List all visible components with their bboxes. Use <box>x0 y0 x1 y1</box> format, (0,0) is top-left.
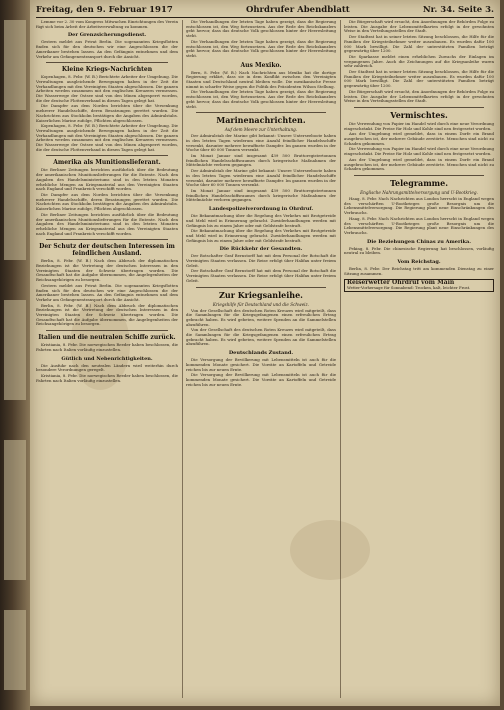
separator <box>46 155 168 156</box>
header-paper-name: Ohrdrufer Abendblatt <box>245 5 350 15</box>
article-text: Die Verhandlungen der letzten Tage haben gezeigt, dass die Regierung entschlossen ist, den Weg fortzusetzen. Aus der Rede des Reichskanzlers geht hervor, dass das deutsche Volk geschlossen hinter der Heeresleitung steht. <box>186 20 336 39</box>
binding-margin-strip <box>4 300 26 400</box>
article-text: Kopenhagen, 8. Febr. (W. B.) Berichtete Arbeiter der Umgebung. Die Verwaltungen ausgleichende Bewegungen haben in der Zeit die Verhandlungen mit den Vereinigten Staaten abgeschlossen. Die ganzen Arbeiten werden zusammen mit den englischen Kreuzern vermessen. Die Wasserwege der Ostsee sind von den Minen abgesperrt worden, die der deutsche Flottenverband in diesen Tagen gelegt hat. <box>36 123 178 152</box>
column-divider <box>340 20 341 698</box>
article-text: Berlin, 8. Febr. Der Reichstag tritt am kommenden Dienstag zu einer Sitzung zusammen. <box>344 266 494 276</box>
page-header <box>36 4 494 16</box>
article-heading: Marinenachrichten. <box>216 115 306 126</box>
article-text: Der Botschafter Graf Bernstorff hat mit dem Personal der Botschaft die Vereinigten Staaten verlassen. Die Reise erfolgt über Halifax unter freiem Geleit. <box>186 268 336 283</box>
article-text: Die Bekanntmachung über die Regelung des Verkehrs mit Brotgetreide und Mehl wird in Erinnerung gebracht. Zuwiderhandlungen werden mit Gefängnis bis zu einem Jahre oder mit Geldstrafe bestraft. <box>186 213 336 228</box>
article-heading: Italien und die neutralen Schiffe zurück. <box>38 334 176 342</box>
binding-margin-strip <box>4 20 26 110</box>
article-text: Die Ausfuhr nach den neutralen Ländern wird weiterhin durch besondere Verordnungen geregelt. <box>36 362 178 373</box>
article-text: Der Admiralstab der Marine gibt bekannt: Unsere Unterseeboote haben in den letzten Tagen wiederum eine Anzahl feindlicher Handelsschiffe versenkt, darunter mehrere bewaffnete Dampfer. Im ganzen wurden in der Woche über 60 000 Tonnen versenkt. <box>186 133 336 153</box>
article-text: Die Berliner Zeitungen berichten ausführlich über die Bedeutung der amerikanischen Munitionslieferungen für die Entente. Nach den Angaben des Handelsministeriums sind in den letzten Monaten erhebliche Mengen an Kriegsmaterial aus den Vereinigten Staaten nach England und Frankreich verschifft worden. <box>36 167 178 192</box>
separator <box>46 330 168 331</box>
article-subheading: Englische Nahrungsmittelversorgung und U-Bootkrieg. <box>360 189 478 195</box>
header-date: Freitag, den 9. Februar 1917 <box>36 5 173 15</box>
article-text: Der Stadtrat hat in seiner letzten Sitzung beschlossen, die Hilfe für die Familien der Kriegsteilnehmer weiter auszubauen. Es wurden dafür 100 000 Mark bewilligt. Die Zahl der unterstützten Familien beträgt gegenwärtig über 1200. <box>344 69 494 89</box>
article-text: Die Verwendung von Papier im Handel wird durch eine neue Verordnung eingeschränkt. Die Preise für Holz und Kohle sind neu festgesetzt worden. <box>344 120 494 131</box>
article-subheading: Kriegshilfe für Deutschland und die Schweiz. <box>212 301 310 307</box>
article-text: Die Versorgung der Bevölkerung mit Lebensmitteln ist auch für die kommenden Monate gesichert. Die Vorräte an Kartoffeln und Getreide reichen bis zur neuen Ernte. <box>186 372 336 387</box>
separator <box>196 112 326 113</box>
article-text: Im Monat Januar sind insgesamt 439 500 Bruttoregistertonnen feindlichen Handelsschiffsraumes durch kriegerische Maßnahmen der Mittelmächte verloren gegangen. <box>186 187 336 203</box>
article-text: Der Botschafter Graf Bernstorff hat mit dem Personal der Botschaft die Vereinigten Staaten verlassen. Die Reise erfolgt über Halifax unter freiem Geleit. <box>186 253 336 268</box>
article-text: Berlin, 8. Febr. (W. B.) Nach dem Abbruch der diplomatischen Beziehungen ist die Vertretung der deutschen Interessen in den Vereinigten Staaten der Schweiz übertragen worden. Die Gesandtschaft hat die Aufgabe übernommen, die Angelegenheiten der Reichsangehörigen zu besorgen. <box>36 302 178 327</box>
article-subheading: Auf dem Meere zur Unterhaltung. <box>224 127 298 133</box>
column-3 <box>344 20 494 698</box>
article-text: Der Admiralstab der Marine gibt bekannt: Unsere Unterseeboote haben in den letzten Tagen wiederum eine Anzahl feindlicher Handelsschiffe versenkt, darunter mehrere bewaffnete Dampfer. Im ganzen wurden in der Woche über 60 000 Tonnen versenkt. <box>186 168 336 188</box>
article-text: Peking, 8. Febr. Die chinesische Regierung hat beschlossen, vorläufig neutral zu bleiben. <box>344 245 494 256</box>
article-text: Haag, 8. Febr. Nach Nachrichten aus London herrscht in England wegen des verschärften U-Bootkrieges große Besorgnis um die Lebensmittelversorgung. Die Regierung plant neue Einschränkungen des Verbrauchs. <box>344 215 494 235</box>
article-heading: Zur Kriegsanleihe. <box>219 289 303 300</box>
separator <box>196 287 326 288</box>
column-divider <box>182 20 183 698</box>
article-text: Die Verwendung von Papier im Handel wird durch eine neue Verordnung eingeschränkt. Die Preise für Holz und Kohle sind neu festgesetzt worden. <box>344 146 494 157</box>
separator <box>354 107 484 108</box>
article-text: Die Bekanntmachung über die Regelung des Verkehrs mit Brotgetreide und Mehl wird in Erinnerung gebracht. Zuwiderhandlungen werden mit Gefängnis bis zu einem Jahre oder mit Geldstrafe bestraft. <box>186 228 336 243</box>
binding-margin-strip <box>4 610 26 690</box>
separator <box>354 175 484 176</box>
advertisement-text: Wetter-Vorhersage für Sonnabend: Trocken, kalt, leichter Frost. <box>347 284 471 290</box>
article-text: Aus der Umgebung wird gemeldet, dass in einem Dorfe ein Brand ausgebrochen ist, der mehrere Gebäude zerstörte. Menschen sind nicht zu Schaden gekommen. <box>344 131 494 146</box>
article-text: Kopenhagen, 8. Febr. (W. B.) Berichtete Arbeiter der Umgebung. Die Verwaltungen ausgleichende Bewegungen haben in der Zeit die Verhandlungen mit den Vereinigten Staaten abgeschlossen. Die ganzen Arbeiten werden zusammen mit den englischen Kreuzern vermessen. Die Wasserwege der Ostsee sind von den Minen abgesperrt worden, die der deutsche Flottenverband in diesen Tagen gelegt hat. <box>36 74 178 103</box>
article-text: Die Bürgerschaft wird ersucht, den Anordnungen der Behörden Folge zu leisten. Die Ausgabe der Lebensmittelkarten erfolgt in der gewohnten Weise in den Verteilungsstellen der Stadt. <box>344 88 494 104</box>
article-heading: Die Rückkehr der Gesandten. <box>219 246 303 253</box>
article-text: Die Verhandlungen der letzten Tage haben gezeigt, dass die Regierung entschlossen ist, den Weg fortzusetzen. Aus der Rede des Reichskanzlers geht hervor, dass das deutsche Volk geschlossen hinter der Heeresleitung steht. <box>186 38 336 58</box>
article-text: Die Bürgerschaft wird ersucht, den Anordnungen der Behörden Folge zu leisten. Die Ausgabe der Lebensmittelkarten erfolgt in der gewohnten Weise in den Verteilungsstellen der Stadt. <box>344 20 494 34</box>
article-heading: Der Grenzsicherungsdienst. <box>67 32 147 39</box>
advertisement-box <box>344 279 494 292</box>
article-heading: Die Beziehungen Chinas zu Amerika. <box>367 238 471 245</box>
article-heading: Vermischtes. <box>390 109 448 120</box>
book-binding <box>0 0 30 710</box>
article-text: Der Stadtrat hat in seiner letzten Sitzung beschlossen, die Hilfe für die Familien der Kriegsteilnehmer weiter auszubauen. Es wurden dafür 100 000 Mark bewilligt. Die Zahl der unterstützten Familien beträgt gegenwärtig über 1200. <box>344 34 494 54</box>
article-heading: Aus Mexiko. <box>240 61 282 69</box>
article-text: Die Verhandlungen der letzten Tage haben gezeigt, dass die Regierung entschlossen ist, den Weg fortzusetzen. Aus der Rede des Reichskanzlers geht hervor, dass das deutsche Volk geschlossen hinter der Heeresleitung steht. <box>186 89 336 109</box>
separator <box>46 239 168 240</box>
article-heading: Telegramme. <box>389 177 449 188</box>
article-text: Von der Gesellschaft des deutschen Roten Kreuzes wird mitgeteilt, dass die Sammlungen für die Kriegsgefangenen einen erfreulichen Ertrag gebracht haben. Es wird gebeten, weitere Spenden an die Sammelstellen abzuführen. <box>186 307 336 327</box>
advertisement-title: Reiserwetter Ohrdruf vom Main <box>347 279 455 287</box>
article-heading: Vom Reichstag. <box>397 259 441 266</box>
article-heading: Landespolizeiverordnung in Ohrdruf. <box>208 206 314 213</box>
binding-margin-strip <box>4 440 26 580</box>
article-text: Die Dampfer aus dem Norden berichten über die Versenkung mehrerer Handelsschiffe, deren Besatzungen gerettet wurden. Die Nachrichten aus Stockholm bestätigen die Angaben des Admiralstabs. Kaiserlichen Marine zufolge, Pflichten abgeschlossen. <box>36 103 178 123</box>
column-2 <box>186 20 336 698</box>
newspaper-page <box>30 0 500 706</box>
article-heading: Amerika als Munitionslieferant. <box>53 159 161 167</box>
article-heading: Kleine Kriegs-Nachrichten <box>61 66 153 74</box>
article-heading: Deutschlands Zustand. <box>228 350 294 357</box>
article-heading: Gütlich und Nebenrichtigkeiten. <box>61 355 153 362</box>
article-text: Gestern meldet aus Privat Berlin. Die sogenannten Kriegsflotten finden sich für den deutschen wir eine Angeschlossen die der Amerikaner bestehen lassen. An den Gefängnis entnehmen und dem Verkehr am Gefangenentransport durch die Ansicht. <box>36 39 178 59</box>
article-text: Die Sparkasse meldet einen erheblichen Zuwachs der Einlagen im vergangenen Jahre. Auch die Zeichnungen auf die Kriegsanleihe waren sehr zahlreich. <box>344 53 494 69</box>
column-1 <box>36 20 178 698</box>
article-text: Haag, 8. Febr. Nach Nachrichten aus London herrscht in England wegen des verschärften U-Bootkrieges große Besorgnis um die Lebensmittelversorgung. Die Regierung plant neue Einschränkungen des Verbrauchs. <box>344 195 494 216</box>
separator <box>46 62 168 63</box>
article-text: Berlin, 8. Febr. (W. B.) Nach dem Abbruch der diplomatischen Beziehungen ist die Vertretung der deutschen Interessen in den Vereinigten Staaten der Schweiz übertragen worden. Die Gesandtschaft hat die Aufgabe übernommen, die Angelegenheiten der Reichsangehörigen zu besorgen. <box>36 258 178 283</box>
article-text: Die Dampfer aus dem Norden berichten über die Versenkung mehrerer Handelsschiffe, deren Besatzungen gerettet wurden. Die Nachrichten aus Stockholm bestätigen die Angaben des Admiralstabs. Kaiserlichen Marine zufolge, Pflichten abgeschlossen. <box>36 191 178 212</box>
article-text: Gestern meldet aus Privat Berlin. Die sogenannten Kriegsflotten finden sich für den deutschen wir eine Angeschlossen die der Amerikaner bestehen lassen. An den Gefängnis entnehmen und dem Verkehr am Gefangenentransport durch die Ansicht. <box>36 282 178 302</box>
header-rule <box>36 17 494 18</box>
article-text: Kristiania, 8. Febr. Die norwegischen Reeder haben beschlossen, die Fahrten nach Italien vorläufig einzustellen. <box>36 372 178 383</box>
article-text: Im Monat Januar sind insgesamt 439 500 Bruttoregistertonnen feindlichen Handelsschiffsraumes durch kriegerische Maßnahmen der Mittelmächte verloren gegangen. <box>186 153 336 168</box>
article-text: Kristiania, 8. Febr. Die norwegischen Reeder haben beschlossen, die Fahrten nach Italien vorläufig einzustellen. <box>36 342 178 352</box>
article-heading: Der Schutz der deutschen Interessen im feindlichen Ausland. <box>39 243 175 258</box>
article-text: Von der Gesellschaft des deutschen Roten Kreuzes wird mitgeteilt, dass die Sammlungen für die Kriegsgefangenen einen erfreulichen Ertrag gebracht haben. Es wird gebeten, weitere Spenden an die Sammelstellen abzuführen. <box>186 327 336 347</box>
article-text: Lemme vor 2. 30 vom Kongress Mitwachen Einrichtungen des Verein fügt sich beim Arbeit der Arbeitsverwaltung zu kommen. <box>36 20 178 29</box>
article-text: Bern, 8. Febr. (W. B.) Nach Nachrichten aus Mexiko hat die dortige Regierung erklärt, dass sie in dem Konflikt zwischen den Vereinigten Staaten und Deutschland neutral bleiben wolle. Die mexikanische Presse nimmt in scharfer Weise gegen die Politik des Präsidenten Wilson Stellung. <box>186 69 336 89</box>
binding-margin-strip <box>4 140 26 260</box>
article-text: Aus der Umgebung wird gemeldet, dass in einem Dorfe ein Brand ausgebrochen ist, der mehrere Gebäude zerstörte. Menschen sind nicht zu Schaden gekommen. <box>344 156 494 172</box>
article-text: Die Versorgung der Bevölkerung mit Lebensmitteln ist auch für die kommenden Monate gesichert. Die Vorräte an Kartoffeln und Getreide reichen bis zur neuen Ernte. <box>186 357 336 372</box>
article-text: Die Berliner Zeitungen berichten ausführlich über die Bedeutung der amerikanischen Munitionslieferungen für die Entente. Nach den Angaben des Handelsministeriums sind in den letzten Monaten erhebliche Mengen an Kriegsmaterial aus den Vereinigten Staaten nach England und Frankreich verschifft worden. <box>36 211 178 236</box>
header-issue: Nr. 34. Seite 3. <box>422 5 494 15</box>
